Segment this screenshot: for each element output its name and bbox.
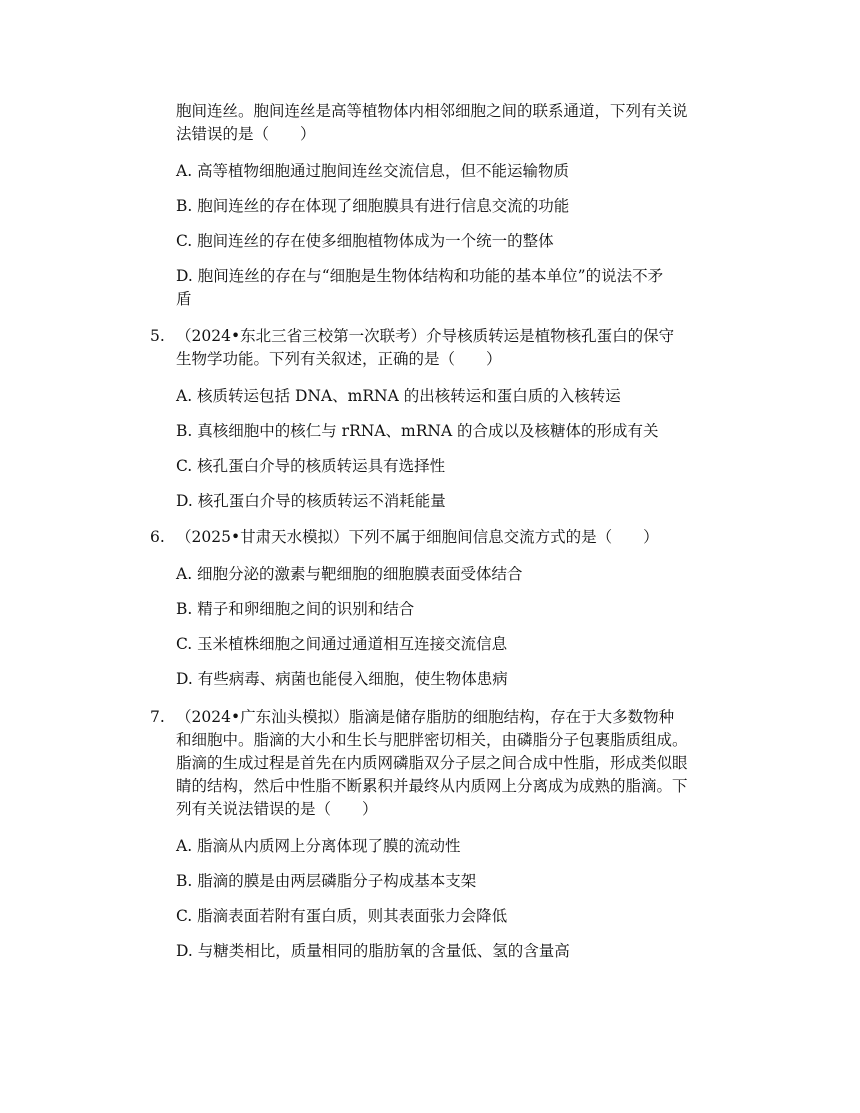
option-c: C. 玉米植株细胞之间通过通道相互连接交流信息 xyxy=(176,635,508,653)
question-stem-line: 法错误的是（ ） xyxy=(176,125,316,143)
question-stem-line: 睛的结构，然后中性脂不断累积并最终从内质网上分离成为成熟的脂滴。下 xyxy=(176,777,688,795)
option-d xyxy=(176,265,740,311)
question-stem-line: （2024•东北三省三校第一次联考）介导核质转运是植物核孔蛋白的保守 xyxy=(176,327,675,345)
option-a: A. 高等植物细胞通过胞间连丝交流信息，但不能运输物质 xyxy=(176,162,570,180)
option-c: C. 脂滴表面若附有蛋白质，则其表面张力会降低 xyxy=(176,907,508,925)
option-d: D. 有些病毒、病菌也能侵入细胞，使生物体患病 xyxy=(176,670,508,688)
option-b: B. 精子和卵细胞之间的识别和结合 xyxy=(176,600,415,618)
question-4-continuation xyxy=(176,100,740,311)
option-c: C. 胞间连丝的存在使多细胞植物体成为一个统一的整体 xyxy=(176,232,554,250)
question-options xyxy=(176,385,740,513)
question-stem xyxy=(176,526,740,549)
question-options xyxy=(176,563,740,691)
option-a: A. 细胞分泌的激素与靶细胞的细胞膜表面受体结合 xyxy=(176,565,523,583)
option-a: A. 核质转运包括 DNA、mRNA 的出核转运和蛋白质的入核转运 xyxy=(176,387,621,405)
question-stem-line: 和细胞中。脂滴的大小和生长与肥胖密切相关，由磷脂分子包裹脂质组成。 xyxy=(176,731,688,749)
option-d-line: 盾 xyxy=(176,290,192,308)
question-header xyxy=(150,706,740,821)
option-d-line: D. 胞间连丝的存在与“细胞是生物体结构和功能的基本单位”的说法不矛 xyxy=(176,267,664,285)
question-header xyxy=(150,526,740,549)
question-stem xyxy=(176,325,740,371)
option-a: A. 脂滴从内质网上分离体现了膜的流动性 xyxy=(176,837,461,855)
question-options xyxy=(176,835,740,963)
question-6 xyxy=(150,526,740,691)
option-b: B. 脂滴的膜是由两层磷脂分子构成基本支架 xyxy=(176,872,477,890)
question-stem-line: 列有关说法错误的是（ ） xyxy=(176,800,378,818)
question-5 xyxy=(150,325,740,513)
question-number: 7. xyxy=(150,708,165,726)
option-d: D. 核孔蛋白介导的核质转运不消耗能量 xyxy=(176,492,446,510)
option-d: D. 与糖类相比，质量相同的脂肪氧的含量低、氢的含量高 xyxy=(176,942,570,960)
question-number: 6. xyxy=(150,528,165,546)
question-stem xyxy=(176,706,740,821)
question-stem-line: 脂滴的生成过程是首先在内质网磷脂双分子层之间合成中性脂，形成类似眼 xyxy=(176,754,688,772)
question-stem-line: （2024•广东汕头模拟）脂滴是储存脂肪的细胞结构，存在于大多数物种 xyxy=(176,708,675,726)
question-stem-line: 生物学功能。下列有关叙述，正确的是（ ） xyxy=(176,350,502,368)
option-b: B. 真核细胞中的核仁与 rRNA、mRNA 的合成以及核糖体的形成有关 xyxy=(176,422,659,440)
question-number: 5. xyxy=(150,327,165,345)
question-stem-line: 胞间连丝。胞间连丝是高等植物体内相邻细胞之间的联系通道，下列有关说 xyxy=(176,102,688,120)
question-header xyxy=(150,325,740,371)
option-b: B. 胞间连丝的存在体现了细胞膜具有进行信息交流的功能 xyxy=(176,197,570,215)
question-stem-line: （2025•甘肃天水模拟）下列不属于细胞间信息交流方式的是（ ） xyxy=(176,528,659,546)
option-c: C. 核孔蛋白介导的核质转运具有选择性 xyxy=(176,457,446,475)
question-7 xyxy=(150,706,740,963)
